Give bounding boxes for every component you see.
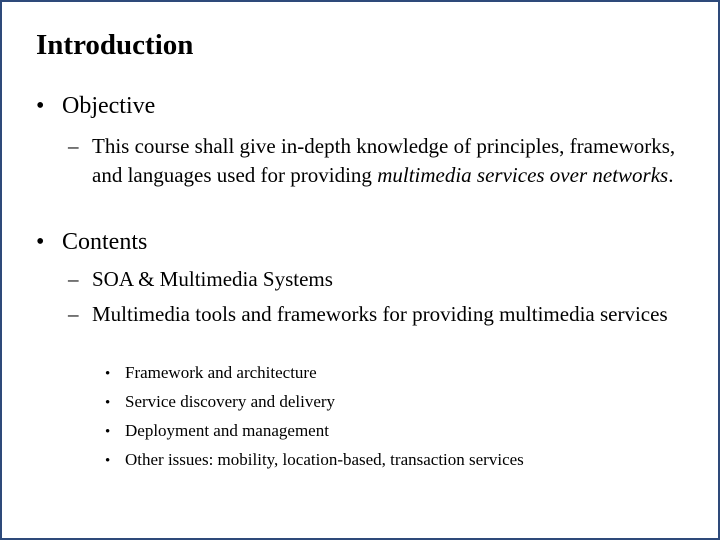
subitem-other	[105, 445, 524, 476]
contents-item-soa-text: SOA & Multimedia Systems	[92, 267, 333, 291]
objective-text	[68, 132, 688, 190]
contents-item-soa	[68, 265, 688, 294]
bullet-icon: •	[36, 93, 45, 119]
bullet-icon: •	[105, 453, 111, 469]
slide-title: Introduction	[36, 29, 194, 61]
dash-icon: –	[68, 302, 79, 326]
subitem-deployment	[105, 416, 329, 447]
objective-text-end: .	[668, 163, 674, 187]
bullet-icon: •	[105, 395, 111, 411]
subitem-framework	[105, 358, 317, 389]
bullet-icon: •	[36, 229, 45, 255]
bullet-objective-label: Objective	[62, 93, 156, 119]
contents-item-tools	[68, 300, 688, 329]
subitem-text: Framework and architecture	[125, 363, 317, 382]
subitem-text: Other issues: mobility, location-based, transaction services	[125, 450, 524, 469]
bullet-contents	[36, 227, 147, 257]
contents-item-tools-text: Multimedia tools and frameworks for providing multimedia services	[92, 302, 668, 326]
subitem-text: Service discovery and delivery	[125, 392, 336, 411]
objective-text-regular: This course shall give in-depth knowledge of principles, frameworks, and languages used for providing	[92, 134, 676, 187]
bullet-objective	[36, 91, 155, 121]
subitem-discovery	[105, 387, 335, 418]
subitem-text: Deployment and management	[125, 421, 329, 440]
bullet-icon: •	[105, 366, 111, 382]
dash-icon: –	[68, 267, 79, 291]
bullet-icon: •	[105, 424, 111, 440]
objective-text-italic: multimedia services over networks	[377, 163, 669, 187]
dash-icon: –	[68, 134, 79, 158]
bullet-contents-label: Contents	[62, 229, 148, 255]
objective-item	[68, 132, 688, 190]
